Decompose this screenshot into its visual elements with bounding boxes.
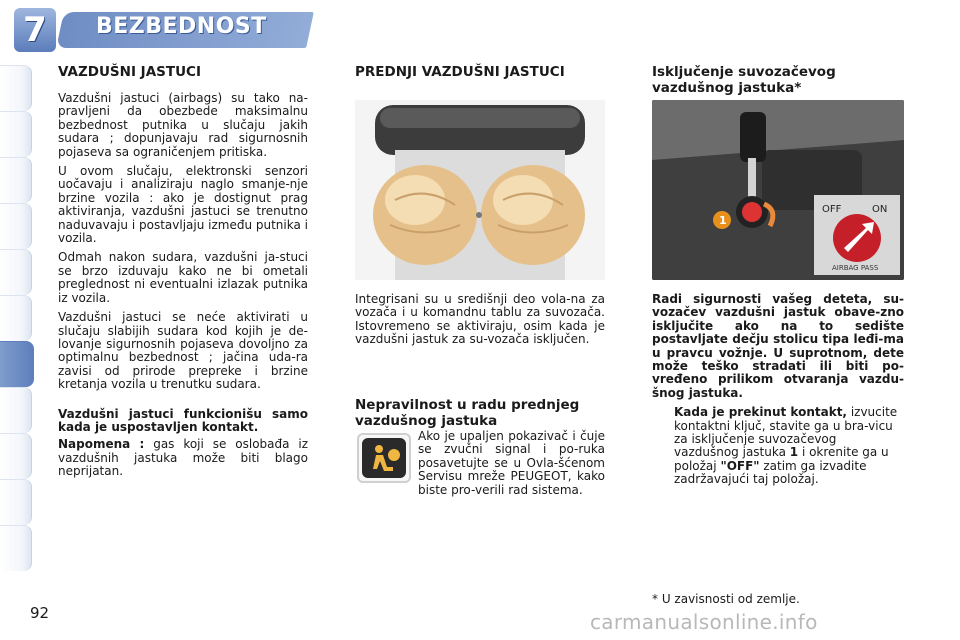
airbags-illustration <box>355 100 605 280</box>
warning-paragraph: Radi sigurnosti vašeg deteta, su-vozačev vazdušni jastuk obave-zno isključite ako na to sedište postavljate dečju stolicu tipa leđi-ma u pravcu vožnje. U suprotnom, dete može teško stradati ili biti po-vređeno prilikom otvaranja vazdu-šnog jastuka. <box>652 292 904 400</box>
chapter-tab[interactable] <box>0 203 32 249</box>
middle-column <box>355 64 605 80</box>
instruction-step <box>652 406 904 492</box>
section-heading: VAZDUŠNI JASTUCI <box>58 64 201 80</box>
callout-number: 1 <box>719 214 727 227</box>
switch-off-label: OFF <box>822 204 842 215</box>
watermark: carmanualsonline.info <box>590 610 818 634</box>
airbag-switch-photo <box>652 100 904 280</box>
step-text <box>674 406 904 486</box>
right-column <box>652 64 904 96</box>
chapter-tab[interactable] <box>0 479 32 525</box>
right-text <box>652 293 904 493</box>
step-text-2: i okrenite ga u položaj <box>674 445 889 473</box>
step-text-1: izvucite kontaktni ključ, stavite ga u bra-vicu za isključenje suvozačevog vazdušnog jastuka <box>674 405 898 460</box>
paragraph: Vazdušni jastuci se neće aktivirati u slučaju slabijih sudara kod kojih je de-lovanje sigurnosnih pojaseva dovoljno za optimalnu bezbednost ; jačina uda-ra zavisi od prirode prepreke i brzine kretanja vozila u trenutku sudara. <box>58 310 308 392</box>
section-heading: Isključenje suvozačevog vazdušnog jastuka* <box>652 64 836 96</box>
step-bold: Kada je prekinut kontakt, <box>674 405 847 420</box>
chapter-number-badge: 7 <box>14 8 56 52</box>
airbag-warning-icon <box>357 433 411 483</box>
note-paragraph <box>58 438 308 478</box>
chapter-tabs <box>0 65 34 585</box>
step-number: 1 <box>789 445 799 460</box>
paragraph: Vazdušni jastuci (airbags) su tako na-pravljeni da obezbede maksimalnu bezbednost putnika u slučaju jakih sudara ; dopunjavaju rad sigurnosnih pojaseva sa ograničenjem pritiska. <box>58 91 308 159</box>
fault-text-block <box>418 430 605 503</box>
airbag-switch-illustration <box>652 100 904 280</box>
switch-on-label: ON <box>872 204 888 215</box>
chapter-tab[interactable] <box>0 525 32 571</box>
chapter-tab[interactable] <box>0 249 32 295</box>
note-text: gas koji se oslobađa iz vazdušnih jastuka može biti blago neprijatan. <box>58 437 308 479</box>
footnote: * U zavisnosti od zemlje. <box>652 592 800 606</box>
section-heading: PREDNJI VAZDUŠNI JASTUCI <box>355 64 565 80</box>
step-off: "OFF" <box>720 458 760 473</box>
step-text-3: zatim ga izvadite zadržavajući taj položaj. <box>674 458 867 487</box>
chapter-tab-active[interactable] <box>0 341 34 387</box>
paragraph: U ovom slučaju, elektronski senzori uočavaju i analiziraju naglo smanje-nje brzine vozila : ako je dostignut prag aktiviranja, vazdušni jastuci se trenutno naduvavaju i postavljaju između putnika i vozila. <box>58 164 308 246</box>
paragraph: Odmah nakon sudara, vazdušni ja-stuci se brzo izduvaju kako ne bi ometali preglednost ni eventualni izlazak putnika iz vozila. <box>58 250 308 305</box>
bold-note: Vazdušni jastuci funkcionišu samo kada je uspostavljen kontakt. <box>58 406 308 434</box>
chapter-tab[interactable] <box>0 65 32 111</box>
chapter-tab[interactable] <box>0 295 32 341</box>
middle-text <box>355 293 605 353</box>
page-title: BEZBEDNOST <box>96 14 267 39</box>
fault-text: Ako je upaljen pokazivač i čuje se zvučni signal i po-ruka posavetujte se u Ovla-šćenom Servisu mreže PEUGEOT, kako biste pro-verili rad sistema. <box>418 429 605 497</box>
airbag-pass-label: AIRBAG PASS <box>832 264 879 272</box>
left-column <box>58 64 308 485</box>
note-label: Napomena : <box>58 437 145 452</box>
page-number: 92 <box>30 604 50 622</box>
chapter-tab[interactable] <box>0 433 32 479</box>
chapter-tab[interactable] <box>0 111 32 157</box>
fault-heading: Nepravilnost u radu prednjeg vazdušnog jastuka <box>355 397 580 429</box>
chapter-tab[interactable] <box>0 387 32 433</box>
airbag-warning-light <box>357 433 411 483</box>
paragraph: Integrisani su u središnji deo vola-na za vozača i u komandnu tablu za suvozača. Istovremeno se aktiviraju, osim kada je vazdušni jastuk za su-vozača isključen. <box>355 292 605 347</box>
bullet-icon <box>652 406 666 492</box>
airbags-photo <box>355 100 605 280</box>
chapter-tab[interactable] <box>0 157 32 203</box>
